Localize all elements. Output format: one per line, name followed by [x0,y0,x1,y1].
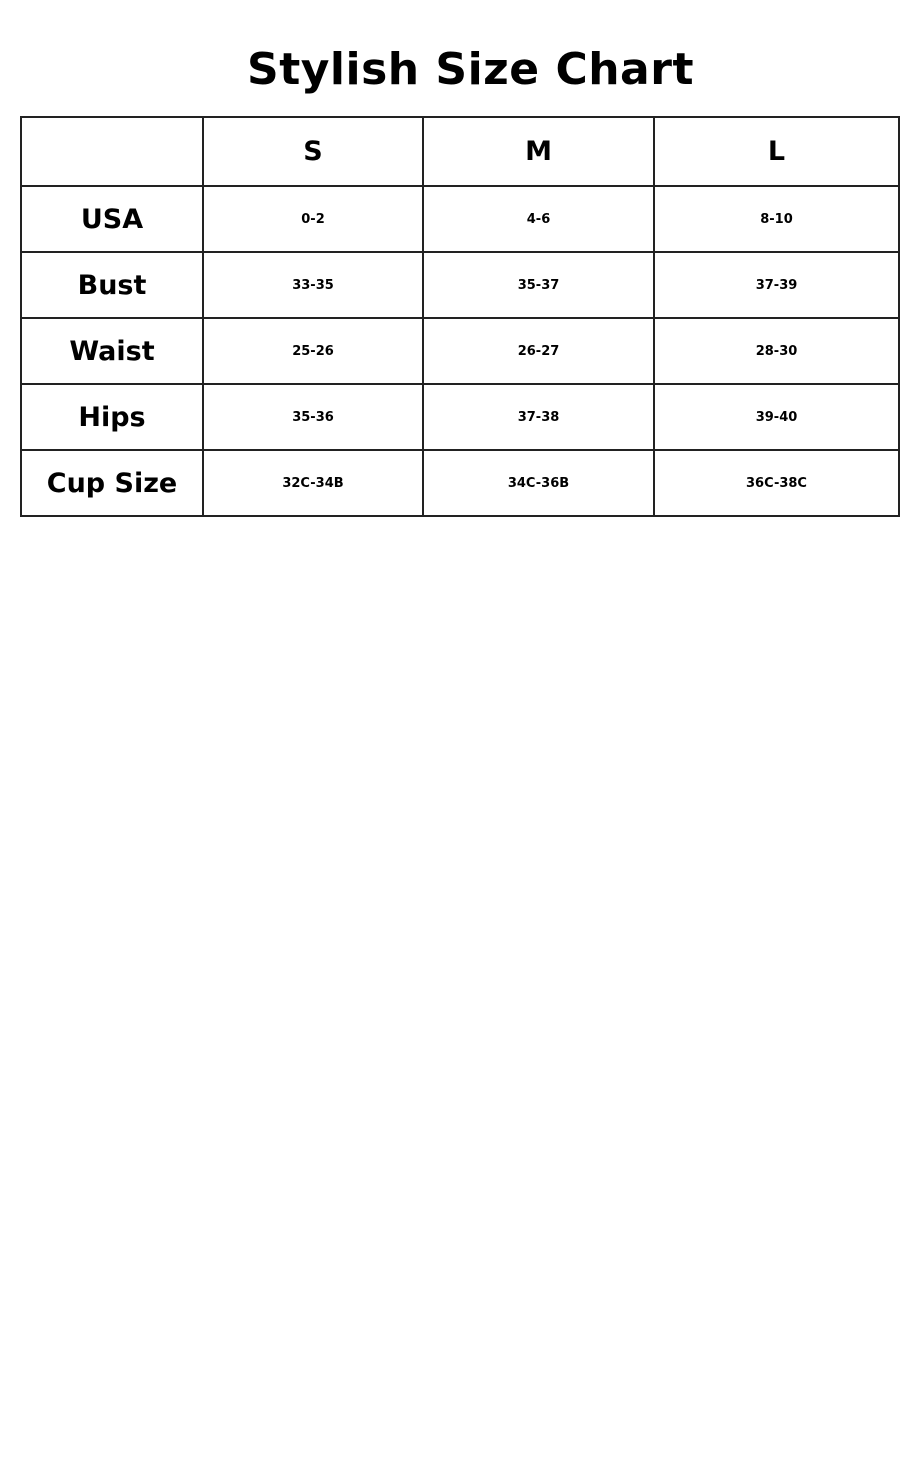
table-cell: 37-38 [423,384,654,450]
table-cell: 32C-34B [203,450,423,516]
column-header-l: L [654,117,899,186]
table-cell: 33-35 [203,252,423,318]
table-row-bust [21,252,899,318]
table-cell: 25-26 [203,318,423,384]
row-label: Hips [21,384,203,450]
table-cell: 39-40 [654,384,899,450]
row-label: Cup Size [21,450,203,516]
table-cell: 26-27 [423,318,654,384]
column-header-m: M [423,117,654,186]
table-row-hips [21,384,899,450]
table-cell: 35-37 [423,252,654,318]
table-cell: 28-30 [654,318,899,384]
row-label: USA [21,186,203,252]
chart-title: Stylish Size Chart [247,44,694,95]
table-row-cup-size [21,450,899,516]
table-cell: 36C-38C [654,450,899,516]
table-row-waist [21,318,899,384]
corner-cell [21,117,203,186]
row-label: Bust [21,252,203,318]
table-cell: 37-39 [654,252,899,318]
table-cell: 35-36 [203,384,423,450]
header-row [21,117,899,186]
table-cell: 34C-36B [423,450,654,516]
size-table [20,116,900,517]
table-cell: 0-2 [203,186,423,252]
table-row-usa [21,186,899,252]
table-cell: 8-10 [654,186,899,252]
column-header-s: S [203,117,423,186]
table-cell: 4-6 [423,186,654,252]
row-label: Waist [21,318,203,384]
